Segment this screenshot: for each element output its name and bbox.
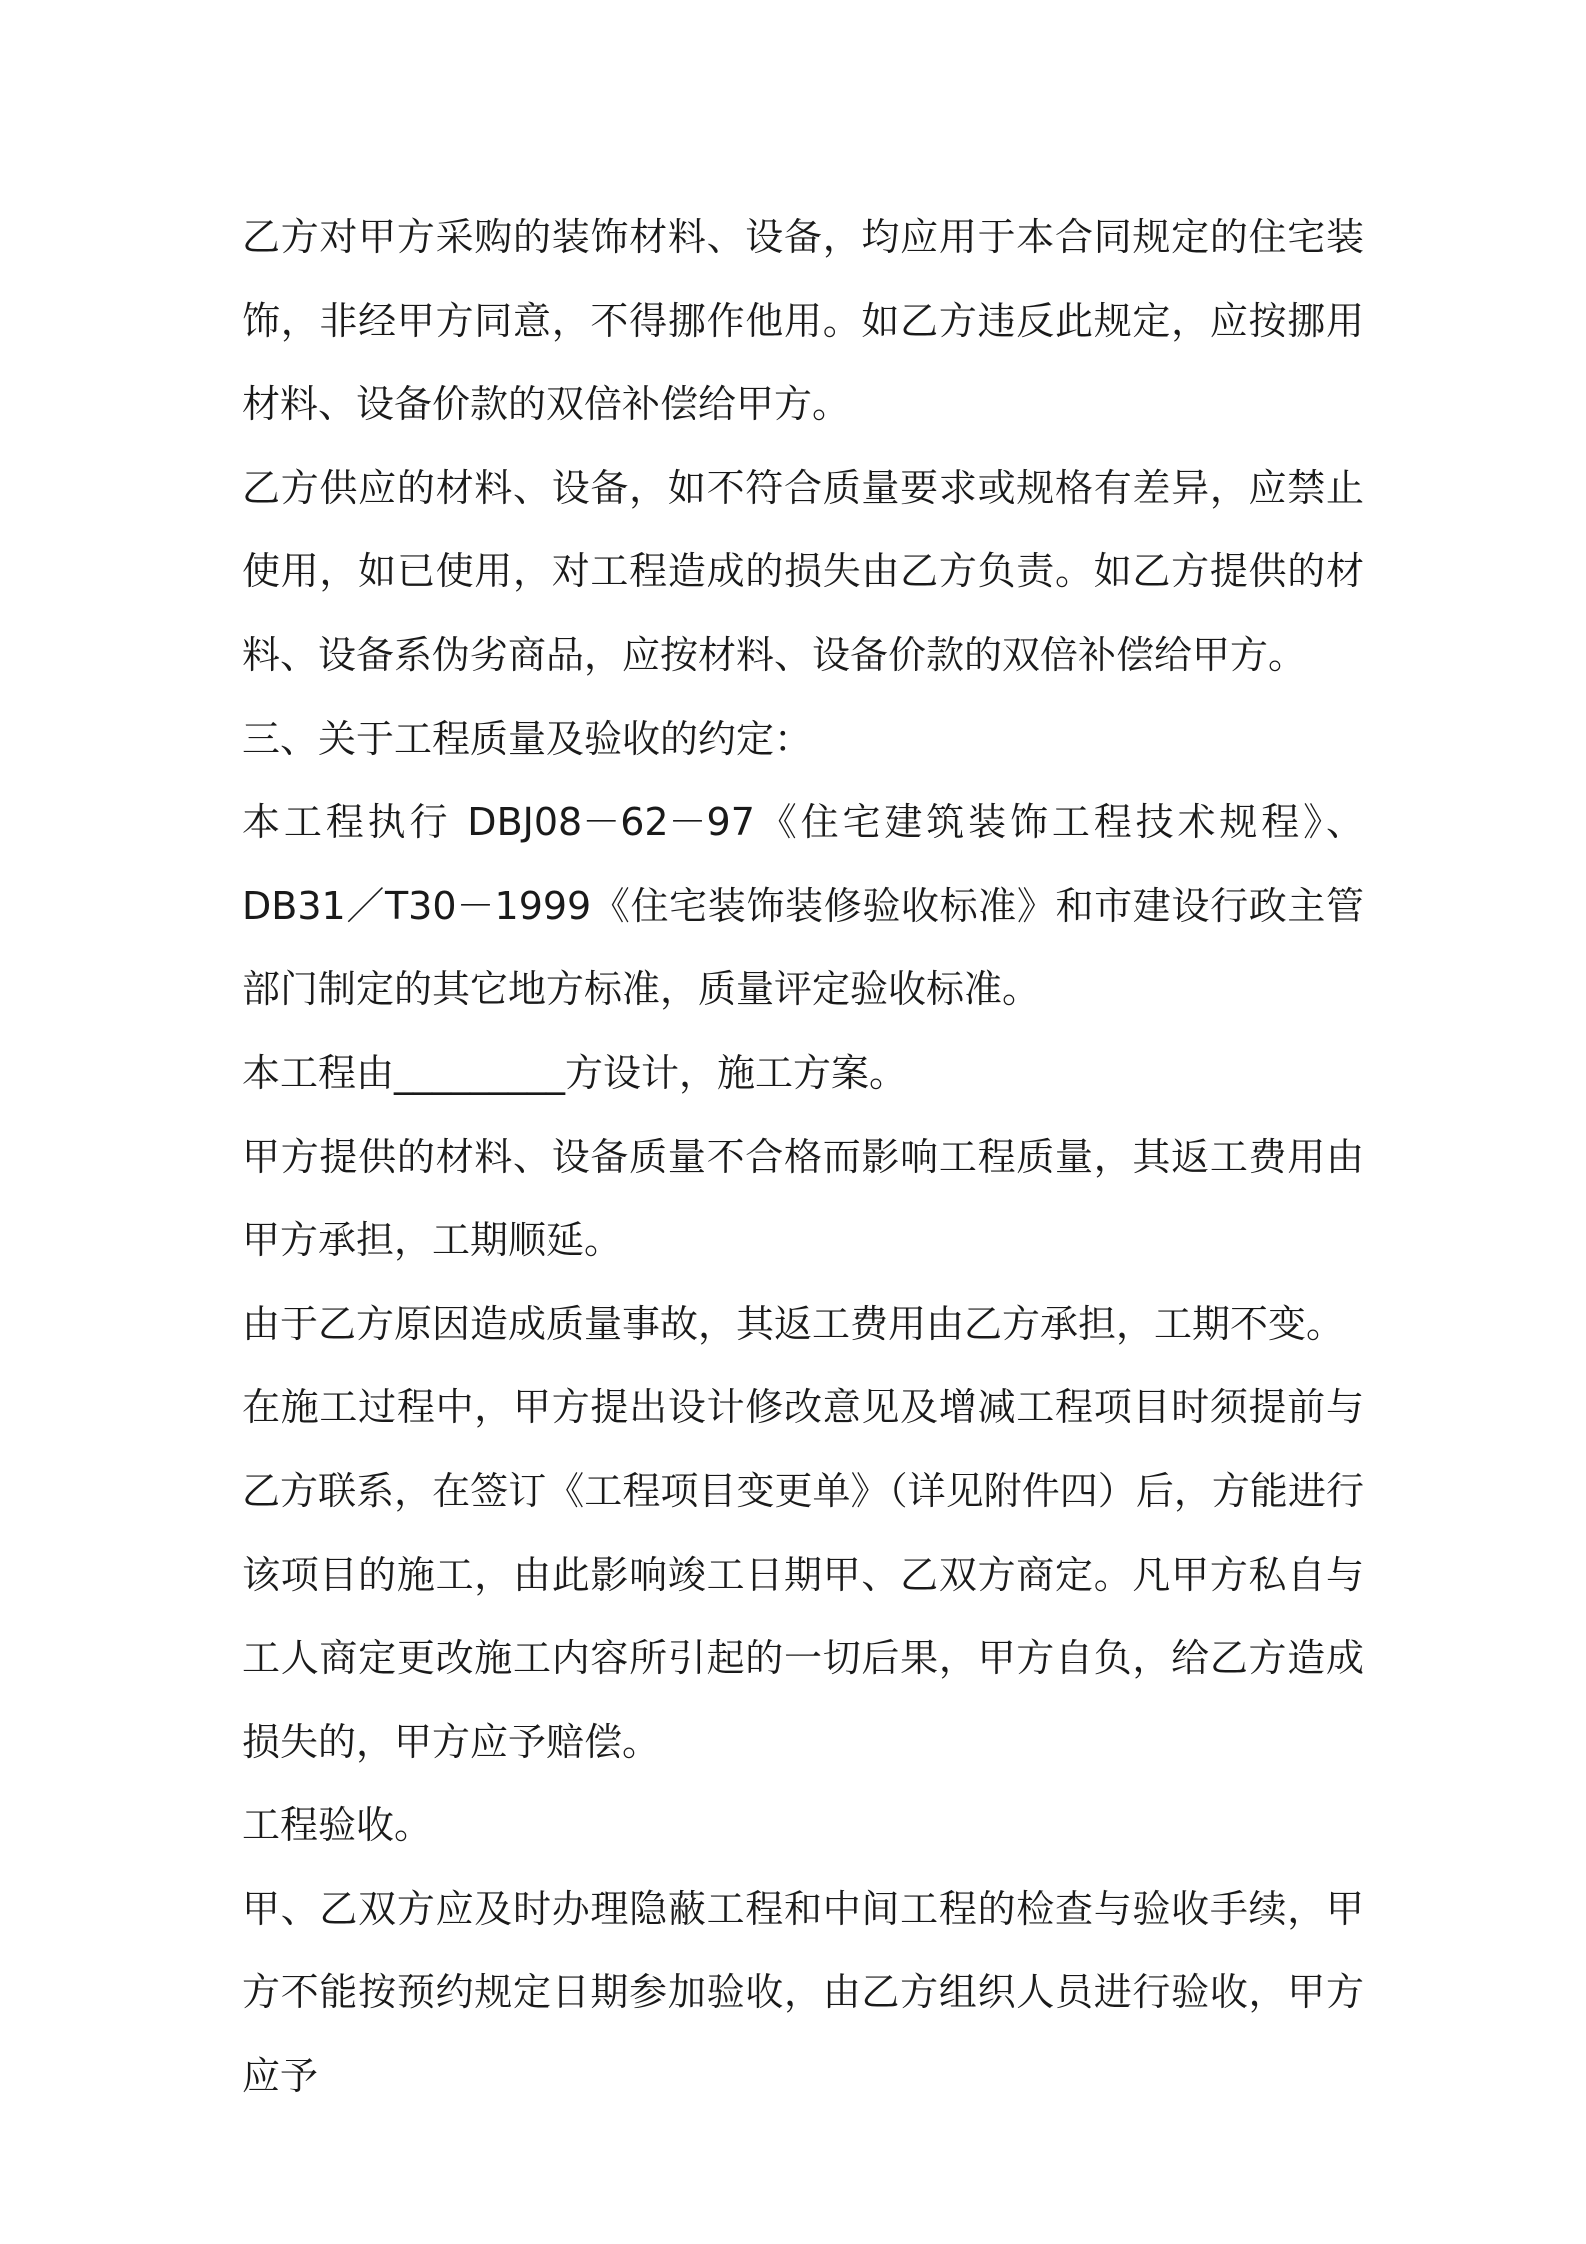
paragraph-acceptance-heading: 工程验收。 [242, 1803, 433, 1848]
paragraph-design-changes: 在施工过程中，甲方提出设计修改意见及增减工程项目时须提前与乙方联系，在签订《工程项目变更单》（详见附件四）后，方能进行该项目的施工，由此影响竣工日期甲、乙双方商定。凡甲方私自与工人商定更改施工内容所引起的一切后果，甲方自负，给乙方造成损失的，甲方应予赔偿。 [242, 1385, 1364, 1764]
paragraph-acceptance-procedure: 甲、乙双方应及时办理隐蔽工程和中间工程的检查与验收手续，甲方不能按预约规定日期参加验收，由乙方组织人员进行验收，甲方应予 [242, 1886, 1364, 2099]
paragraph-party-b-accident: 由于乙方原因造成质量事故，其返工费用由乙方承担，工期不变。 [242, 1301, 1345, 1346]
paragraph-party-a-materials: 甲方提供的材料、设备质量不合格而影响工程质量，其返工费用由甲方承担，工期顺延。 [242, 1134, 1364, 1263]
section-heading-quality-acceptance: 三、关于工程质量及验收的约定： [242, 716, 813, 761]
paragraph-material-use: 乙方对甲方采购的装饰材料、设备，均应用于本合同规定的住宅装饰，非经甲方同意，不得挪作他用。如乙方违反此规定，应按挪用材料、设备价款的双倍补偿给甲方。 [242, 215, 1364, 427]
document-body [242, 196, 1364, 2119]
paragraph-standards: 本工程执行 DBJ08－62－97《住宅建筑装饰工程技术规程》、DB31／T30－1999《住宅装饰装修验收标准》和市建设行政主管部门制定的其它地方标准，质量评定验收标准。 [242, 800, 1364, 1012]
paragraph-material-quality: 乙方供应的材料、设备，如不符合质量要求或规格有差异，应禁止使用，如已使用，对工程造成的损失由乙方负责。如乙方提供的材料、设备系伪劣商品，应按材料、设备价款的双倍补偿给甲方。 [242, 465, 1364, 677]
paragraph-design-party: 本工程由_________方设计，施工方案。 [242, 1050, 908, 1095]
